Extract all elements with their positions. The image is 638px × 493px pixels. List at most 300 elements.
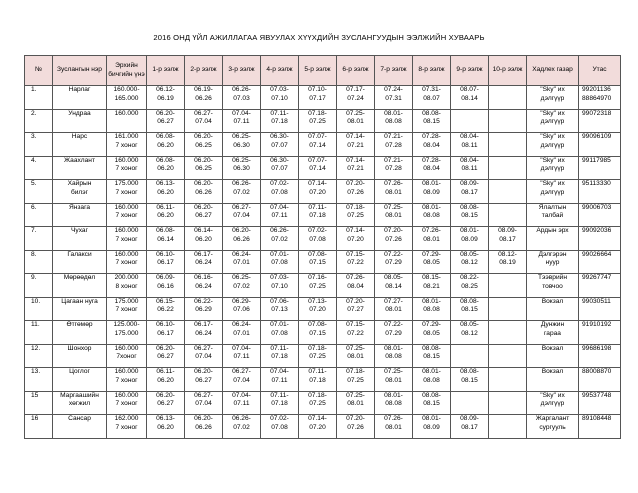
shift-6-dates-text: 07.14- 07.21 (346, 156, 365, 172)
shift-10-dates (489, 250, 527, 274)
shift-2-dates-text: 06.20- 06.25 (194, 133, 213, 149)
phone (579, 109, 621, 133)
camp-name (53, 86, 107, 110)
shift-3-dates (223, 180, 261, 204)
shift-7-dates-text: 08.01- 08.08 (384, 344, 403, 360)
shift-5-dates (299, 133, 337, 157)
shift-9-dates-text: 08.05- 08.12 (460, 250, 479, 266)
table-row (25, 415, 621, 439)
shift-1-dates-text: 06.10- 06.17 (156, 250, 175, 266)
shift-6-dates-text: 07.18- 07.25 (346, 203, 365, 219)
shift-4-dates-text: 07.11- 07.18 (270, 391, 289, 407)
shift-8-dates-text: 08.01- 08.08 (422, 203, 441, 219)
header-shift-8: 8-р ээлж (413, 56, 451, 86)
shift-7-dates-text: 07.22- 07.29 (384, 321, 403, 337)
shift-1-dates (147, 86, 185, 110)
price-text: 160.000 7 хоног (114, 391, 139, 407)
departure-place (527, 297, 579, 321)
shift-5-dates-text: 07.18- 07.25 (308, 109, 327, 125)
table-row (25, 391, 621, 415)
shift-3-dates-text: 06.24- 07.01 (232, 321, 251, 337)
shift-9-dates-text: 08.08- 08.15 (460, 297, 479, 313)
shift-4-dates (261, 368, 299, 392)
departure-place (527, 415, 579, 439)
shift-9-dates (451, 391, 489, 415)
departure-place (527, 86, 579, 110)
phone (579, 321, 621, 345)
shift-5-dates (299, 86, 337, 110)
shift-1-dates-text: 06.11- 06.20 (156, 203, 175, 219)
phone (579, 227, 621, 251)
shift-9-dates-text: 08.04- 08.11 (460, 156, 479, 172)
table-row (25, 156, 621, 180)
phone (579, 391, 621, 415)
departure-place (527, 109, 579, 133)
camp-name (53, 344, 107, 368)
shift-7-dates (375, 297, 413, 321)
departure-place (527, 250, 579, 274)
shift-schedule-table (24, 55, 621, 439)
price-text: 160.000- 165.000 (113, 86, 140, 102)
shift-10-dates (489, 156, 527, 180)
shift-6-dates-text: 07.18- 07.25 (346, 368, 365, 384)
phone (579, 203, 621, 227)
row-number (25, 156, 53, 180)
shift-2-dates (185, 321, 223, 345)
row-number (25, 391, 53, 415)
camp-name-text: Цагаан нуга (61, 297, 98, 305)
shift-8-dates (413, 156, 451, 180)
shift-4-dates (261, 274, 299, 298)
shift-3-dates (223, 344, 261, 368)
shift-2-dates (185, 180, 223, 204)
shift-2-dates-text: 06.17- 06.24 (194, 321, 213, 337)
shift-8-dates (413, 415, 451, 439)
camp-name (53, 274, 107, 298)
shift-1-dates-text: 06.15- 06.22 (156, 297, 175, 313)
shift-3-dates (223, 109, 261, 133)
departure-place-text: "Sky" их дэлгүүр (540, 180, 565, 196)
row-number-text: 1. (31, 86, 37, 93)
shift-2-dates-text: 06.27- 07.04 (194, 109, 213, 125)
departure-place-text: Ардын эрх (536, 227, 569, 234)
phone (579, 86, 621, 110)
shift-1-dates (147, 274, 185, 298)
shift-8-dates (413, 180, 451, 204)
shift-6-dates (337, 180, 375, 204)
price (107, 109, 147, 133)
price (107, 274, 147, 298)
departure-place-text: Вокзал (541, 344, 564, 352)
camp-name (53, 321, 107, 345)
shift-4-dates-text: 07.04- 07.11 (270, 203, 289, 219)
shift-2-dates-text: 06.20- 06.26 (194, 415, 213, 431)
row-number-text: 12. (31, 344, 41, 352)
camp-name (53, 227, 107, 251)
header-shift-2: 2-р ээлж (185, 56, 223, 86)
shift-8-dates-text: 08.08- 08.15 (422, 109, 441, 125)
shift-4-dates-text: 06.30- 07.07 (270, 133, 289, 149)
shift-9-dates (451, 297, 489, 321)
row-number-text: 9. (31, 274, 37, 281)
camp-name-text: Нарс (71, 133, 88, 140)
shift-9-dates-text: 08.08- 08.15 (460, 203, 479, 219)
shift-6-dates-text: 07.20- 07.26 (346, 180, 365, 196)
shift-3-dates (223, 368, 261, 392)
departure-place-text: "Sky" их дэлгүүр (540, 156, 565, 172)
phone-text: 99026664 (582, 250, 612, 258)
shift-5-dates-text: 07.14- 07.20 (308, 415, 327, 431)
shift-9-dates (451, 133, 489, 157)
shift-1-dates-text: 06.11- 06.20 (156, 368, 175, 384)
row-number (25, 203, 53, 227)
row-number (25, 109, 53, 133)
row-number (25, 180, 53, 204)
shift-10-dates (489, 133, 527, 157)
shift-3-dates-text: 06.20- 06.26 (232, 227, 251, 243)
camp-name-text: Жаахлант (64, 156, 95, 164)
shift-8-dates (413, 86, 451, 110)
phone (579, 180, 621, 204)
shift-1-dates (147, 133, 185, 157)
shift-2-dates-text: 06.17- 06.24 (194, 250, 213, 266)
shift-7-dates (375, 86, 413, 110)
row-number (25, 133, 53, 157)
shift-9-dates (451, 250, 489, 274)
price (107, 86, 147, 110)
shift-3-dates-text: 06.24- 07.01 (232, 250, 251, 266)
departure-place (527, 391, 579, 415)
shift-9-dates-text: 08.08- 08.15 (460, 368, 479, 384)
shift-9-dates (451, 227, 489, 251)
shift-9-dates (451, 156, 489, 180)
shift-10-dates (489, 203, 527, 227)
price-text: 160.000 7хоног (114, 344, 139, 360)
shift-4-dates-text: 07.02- 07.08 (270, 180, 289, 196)
shift-1-dates-text: 06.13- 06.20 (156, 415, 175, 431)
shift-6-dates (337, 133, 375, 157)
table-row (25, 203, 621, 227)
shift-4-dates-text: 07.02- 07.08 (270, 415, 289, 431)
phone-text: 88008870 (582, 368, 612, 375)
shift-6-dates-text: 07.25- 08.01 (346, 344, 365, 360)
shift-3-dates (223, 227, 261, 251)
shift-1-dates (147, 368, 185, 392)
shift-3-dates-text: 06.27- 07.04 (232, 368, 251, 384)
shift-6-dates-text: 07.17- 07.24 (346, 86, 365, 102)
table-row (25, 227, 621, 251)
shift-10-dates (489, 391, 527, 415)
price-text: 160.000 7 хоног (114, 203, 139, 219)
shift-2-dates (185, 344, 223, 368)
shift-1-dates (147, 321, 185, 345)
shift-7-dates (375, 180, 413, 204)
phone (579, 156, 621, 180)
row-number-text: 7. (31, 227, 37, 234)
shift-2-dates (185, 86, 223, 110)
departure-place (527, 227, 579, 251)
shift-7-dates-text: 07.27- 08.01 (384, 297, 403, 313)
camp-name (53, 391, 107, 415)
row-number (25, 250, 53, 274)
shift-3-dates (223, 133, 261, 157)
row-number-text: 15 (31, 391, 39, 399)
shift-6-dates (337, 344, 375, 368)
shift-1-dates-text: 06.08- 06.20 (156, 156, 175, 172)
camp-name (53, 415, 107, 439)
phone-text: 99006703 (582, 203, 612, 211)
shift-3-dates-text: 07.04- 07.11 (232, 391, 251, 407)
table-row (25, 250, 621, 274)
shift-8-dates (413, 274, 451, 298)
schedule-body (25, 86, 621, 439)
row-number (25, 86, 53, 110)
header-number: № (25, 56, 53, 86)
price (107, 344, 147, 368)
price (107, 415, 147, 439)
shift-1-dates-text: 06.08- 06.14 (156, 227, 175, 243)
camp-name-text: Өтгөмөр (66, 321, 93, 328)
table-row (25, 368, 621, 392)
shift-3-dates-text: 07.04- 07.11 (232, 109, 251, 125)
shift-6-dates-text: 07.14- 07.20 (346, 227, 365, 243)
page-title: 2016 ОНД ҮЙЛ АЖИЛЛАГАА ЯВУУЛАХ ХҮҮХДИЙН ЗУСЛАНГУУДЫН ЭЭЛЖИЙН ХУВААРЬ (153, 33, 485, 42)
departure-place (527, 156, 579, 180)
phone (579, 368, 621, 392)
shift-2-dates (185, 227, 223, 251)
shift-6-dates-text: 07.20- 07.26 (346, 415, 365, 431)
shift-1-dates (147, 344, 185, 368)
shift-10-dates-text: 08.09- 08.17 (498, 227, 517, 243)
shift-5-dates-text: 07.11- 07.18 (308, 203, 327, 219)
shift-8-dates (413, 391, 451, 415)
shift-1-dates-text: 06.10- 06.17 (156, 321, 175, 337)
departure-place-text: "Sky" их дэлгүүр (540, 133, 565, 149)
shift-5-dates (299, 180, 337, 204)
shift-4-dates-text: 07.11- 07.18 (270, 344, 289, 360)
shift-2-dates-text: 06.20- 06.27 (194, 203, 213, 219)
shift-4-dates (261, 109, 299, 133)
header-shift-5: 5-р ээлж (299, 56, 337, 86)
shift-6-dates-text: 07.20- 07.27 (346, 297, 365, 313)
shift-6-dates (337, 109, 375, 133)
departure-place-text: Вокзал (541, 297, 564, 305)
row-number-text: 13. (31, 368, 41, 375)
shift-4-dates (261, 391, 299, 415)
row-number-text: 4. (31, 156, 37, 164)
shift-4-dates-text: 07.03- 07.10 (270, 86, 289, 102)
shift-5-dates-text: 07.18- 07.25 (308, 344, 327, 360)
shift-5-dates-text: 07.14- 07.20 (308, 180, 327, 196)
phone (579, 297, 621, 321)
shift-5-dates (299, 203, 337, 227)
shift-8-dates-text: 08.01- 08.09 (422, 180, 441, 196)
shift-1-dates (147, 109, 185, 133)
shift-8-dates (413, 227, 451, 251)
shift-3-dates-text: 06.26- 07.02 (232, 415, 251, 431)
shift-2-dates (185, 250, 223, 274)
phone-text: 99117985 (582, 156, 611, 164)
shift-6-dates (337, 391, 375, 415)
shift-9-dates-text: 08.22- 08.25 (460, 274, 479, 290)
shift-7-dates (375, 133, 413, 157)
shift-10-dates (489, 180, 527, 204)
shift-8-dates (413, 203, 451, 227)
shift-10-dates (489, 109, 527, 133)
price (107, 297, 147, 321)
shift-7-dates-text: 07.25- 08.01 (384, 368, 403, 384)
table-row (25, 133, 621, 157)
shift-1-dates (147, 156, 185, 180)
shift-8-dates (413, 109, 451, 133)
shift-3-dates-text: 06.25- 06.30 (232, 133, 251, 149)
shift-3-dates (223, 274, 261, 298)
shift-7-dates (375, 109, 413, 133)
shift-10-dates (489, 368, 527, 392)
header-shift-4: 4-р ээлж (261, 56, 299, 86)
shift-7-dates-text: 07.26- 08.01 (384, 415, 403, 431)
shift-5-dates (299, 344, 337, 368)
row-number-text: 2. (31, 109, 37, 117)
shift-3-dates-text: 06.27- 07.04 (232, 203, 251, 219)
phone-text: 99267747 (582, 274, 612, 281)
shift-5-dates (299, 368, 337, 392)
header-shift-10: 10-р ээлж (489, 56, 527, 86)
shift-2-dates (185, 203, 223, 227)
shift-1-dates-text: 06.08- 06.20 (156, 133, 175, 149)
shift-4-dates (261, 344, 299, 368)
shift-8-dates (413, 321, 451, 345)
shift-4-dates-text: 07.11- 07.18 (270, 109, 289, 125)
shift-2-dates-text: 06.27- 07.04 (194, 391, 213, 407)
shift-5-dates (299, 156, 337, 180)
shift-3-dates (223, 415, 261, 439)
table-row (25, 86, 621, 110)
shift-2-dates (185, 391, 223, 415)
shift-2-dates (185, 297, 223, 321)
row-number (25, 344, 53, 368)
table-row (25, 321, 621, 345)
shift-2-dates-text: 06.20- 06.25 (194, 156, 213, 172)
row-number (25, 227, 53, 251)
departure-place (527, 368, 579, 392)
row-number-text: 6. (31, 203, 37, 211)
shift-8-dates (413, 133, 451, 157)
camp-name-text: Нарлаг (68, 86, 91, 93)
shift-4-dates-text: 06.30- 07.07 (270, 156, 289, 172)
price-text: 125.000- 175.000 (113, 321, 140, 337)
price (107, 321, 147, 345)
departure-place-text: Ялалтын талбай (538, 203, 567, 219)
shift-7-dates (375, 156, 413, 180)
shift-9-dates-text: 08.01- 08.09 (460, 227, 479, 243)
camp-name-text: Ундраа (68, 109, 91, 117)
camp-name-text: Мөрөөдөл (63, 274, 96, 281)
camp-name-text: Сансар (68, 415, 91, 422)
shift-9-dates (451, 274, 489, 298)
shift-9-dates-text: 08.05- 08.12 (460, 321, 479, 337)
price-text: 162.000 7 хоног (114, 415, 139, 431)
camp-name (53, 297, 107, 321)
shift-4-dates-text: 07.06- 07.13 (270, 297, 289, 313)
shift-9-dates-text: 08.07- 08.14 (460, 86, 479, 102)
table-row (25, 180, 621, 204)
shift-4-dates (261, 86, 299, 110)
row-number-text: 16 (31, 415, 39, 422)
departure-place-text: Жаргалант сургууль (535, 415, 570, 431)
price-text: 175.000 7 хоног (114, 180, 139, 196)
row-number-text: 10. (31, 297, 41, 305)
camp-name-text: Янзага (68, 203, 91, 211)
shift-1-dates (147, 203, 185, 227)
shift-8-dates-text: 08.01- 08.08 (422, 368, 441, 384)
shift-6-dates-text: 07.25- 08.01 (346, 391, 365, 407)
shift-2-dates-text: 06.19- 06.26 (194, 86, 213, 102)
table-row (25, 109, 621, 133)
row-number (25, 274, 53, 298)
shift-6-dates-text: 07.15- 07.22 (346, 321, 365, 337)
shift-5-dates-text: 07.13- 07.20 (308, 297, 327, 313)
shift-10-dates (489, 86, 527, 110)
phone-text: 89108448 (582, 415, 612, 422)
phone-text: 95113330 (582, 180, 611, 187)
shift-9-dates (451, 344, 489, 368)
shift-5-dates (299, 109, 337, 133)
phone-text: 99030511 (582, 297, 611, 305)
shift-3-dates (223, 203, 261, 227)
header-phone: Утас (579, 56, 621, 86)
shift-4-dates-text: 07.04- 07.11 (270, 368, 289, 384)
price-text: 160.000 (114, 109, 139, 117)
price (107, 250, 147, 274)
shift-5-dates (299, 227, 337, 251)
shift-2-dates (185, 415, 223, 439)
shift-6-dates (337, 227, 375, 251)
shift-6-dates (337, 321, 375, 345)
shift-3-dates-text: 06.26- 07.03 (232, 86, 251, 102)
shift-4-dates (261, 297, 299, 321)
shift-3-dates (223, 156, 261, 180)
camp-name-text: Чухаг (71, 227, 88, 234)
shift-1-dates (147, 180, 185, 204)
header-shift-3: 3-р ээлж (223, 56, 261, 86)
price-text: 161.000 7 хоног (114, 133, 139, 149)
camp-name-text: Шонхор (67, 344, 92, 352)
row-number (25, 368, 53, 392)
shift-3-dates (223, 250, 261, 274)
shift-7-dates-text: 07.21- 07.28 (384, 133, 403, 149)
shift-3-dates-text: 06.25- 06.30 (232, 156, 251, 172)
departure-place (527, 133, 579, 157)
shift-2-dates-text: 06.16- 06.24 (194, 274, 213, 290)
row-number (25, 321, 53, 345)
shift-6-dates (337, 203, 375, 227)
shift-8-dates-text: 07.31- 08.07 (422, 86, 441, 102)
phone (579, 344, 621, 368)
shift-8-dates (413, 344, 451, 368)
header-shift-6: 6-р ээлж (337, 56, 375, 86)
shift-3-dates (223, 86, 261, 110)
price-text: 200.000 8 хоног (114, 274, 139, 290)
shift-5-dates (299, 415, 337, 439)
departure-place-text: Тээврийн товчоо (538, 274, 567, 290)
shift-5-dates-text: 07.08- 07.15 (308, 250, 327, 266)
row-number (25, 297, 53, 321)
shift-6-dates (337, 250, 375, 274)
departure-place (527, 321, 579, 345)
header-price: Эрхийн бичгийн үнэ (107, 56, 147, 86)
shift-6-dates-text: 07.25- 08.01 (346, 109, 365, 125)
